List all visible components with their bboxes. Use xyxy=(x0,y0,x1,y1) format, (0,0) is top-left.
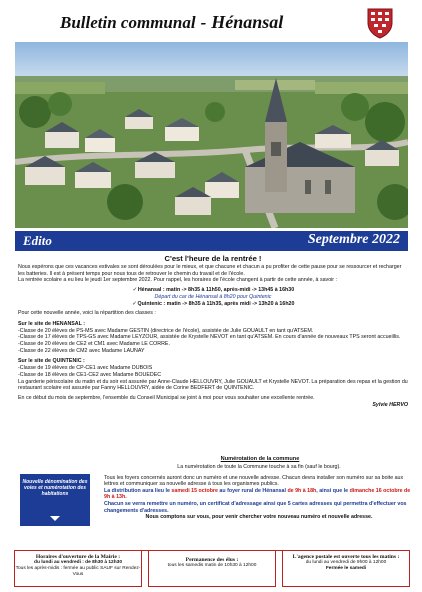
title-town: Hénansal xyxy=(211,12,284,32)
numerotation-p5: Nous comptons sur vous, pour venir chercher votre nouveau numéro et nouvelle adresse. xyxy=(145,514,373,521)
car-departure-note: Départ du car de Hénansal à 8h20 pour Quintenic xyxy=(154,293,272,300)
edito-label: Edito xyxy=(23,233,52,248)
edito-date: Septembre 2022 xyxy=(307,232,400,247)
arrow-down-icon xyxy=(50,516,60,521)
numerotation-badge xyxy=(20,474,90,526)
town-crest-icon xyxy=(365,7,395,39)
numerotation-p4: Chacun se verra remettre un numéro, un certificat d'adressage ainsi que 5 cartes adresses qui permettra d'effectuer vos changements d'adresses. xyxy=(104,500,407,514)
mayor-signature: Sylvie HERVO xyxy=(372,401,408,408)
quintenic-class-1: -Classe de 19 élèves de CP-CE1 avec Madame DUBOIS xyxy=(18,365,153,372)
mairie-hours-line1: du lundi au vendredi : de 8h30 à 12h30 xyxy=(34,560,122,565)
village-aerial-illustration xyxy=(15,42,408,228)
agence-line2: Fermée le samedi xyxy=(325,566,367,571)
article-intro: Nous espérons que ces vacances estivales se sont déroulées pour le mieux, et que chacune et chacun a pu profiter de cette pause pour se ressourcer et recharger les batteries. Il est à présent temps pour nous tous de retrouver le chemin du travail et de l'école. xyxy=(18,264,402,277)
checkmark-icon: ✓ xyxy=(132,287,138,294)
site-henansal-title: Sur le site de HENANSAL : xyxy=(18,320,86,327)
edito-banner xyxy=(15,231,408,251)
numerotation-p3: La distribution aura lieu le samedi 15 octobre au foyer rural de Hénansal de 9h à 18h, ainsi que le dimanche 16 octobre de 9h à 13h. xyxy=(104,487,411,501)
title-dash: - xyxy=(200,13,207,32)
numerotation-p2: Tous les foyers concernés auront donc un numéro et une nouvelle adresse. Chacun devra installer son numéro sur sa boite aux lettres et communiquer sa nouvelle adresse à tous les organismes publics. xyxy=(104,474,404,488)
page-footer xyxy=(14,550,410,586)
edito-article xyxy=(18,254,408,408)
checkmark-icon: ✓ xyxy=(132,300,137,307)
page-header xyxy=(0,0,422,40)
quintenic-hours: Quintenic : matin -> 8h35 à 11h35, après midi -> 13h20 à 16h20 xyxy=(137,300,295,307)
numerotation-badge-text: Nouvelle dénomination des voies et numérotation des habitations xyxy=(22,479,88,497)
mairie-hours-title: Horaires d'ouverture de la Mairie : xyxy=(35,554,121,560)
footer-permanence xyxy=(148,551,276,587)
henansal-class-3: -Classe de 20 élèves de CE2 et CM1 avec Madame LE CORRE. xyxy=(18,341,170,348)
site-quintenic-title: Sur le site de QUINTENIC : xyxy=(18,358,85,365)
permanence-title: Permanence des élus : xyxy=(185,557,239,563)
quintenic-class-2: -Classe de 18 élèves de CE1-CE2 avec Madame BOUEDEC xyxy=(18,371,162,378)
numerotation-body xyxy=(104,464,414,521)
henansal-class-2: -Classe de 17 élèves de TPS-GS avec Madame LEYZOUR, assistée de Krystelle NEVOT en tant qu'ATSEM. En cours d'année de nouveaux TPS seront accueillis. xyxy=(18,334,401,341)
repartition-intro: Pour cette nouvelle année, voici la répartition des classes : xyxy=(18,310,156,317)
garderie-text: La garderie périscolaire du matin et du soir est assurée par Anne-Claude HELLOUVRY, Julie GOUAULT et Krystelle NEVOT. La préparation des repas et la gestion du restaurant scolaire est assurée par Fanny HELLOUVRY, aidée de Corine BEDFERT de QUINTENIC. xyxy=(18,378,408,392)
village-aerial-photo xyxy=(15,42,408,228)
henansal-class-4: -Classe de 22 élèves de CM2 avec Madame LAUNAY xyxy=(18,347,145,354)
permanence-line: tous les samedis matin de 10h30 à 12h00 xyxy=(167,563,257,568)
footer-agence-postale xyxy=(282,551,410,587)
article-headline: C'est l'heure de la rentrée ! xyxy=(164,254,262,263)
conseil-wishes: En ce début du mois de septembre, l'ensemble du Conseil Municipal se joint à moi pour vous souhaiter une excellente rentrée. xyxy=(18,394,315,401)
numerotation-p1: La numérotation de toute la Commune touche à sa fin (sauf le bourg). xyxy=(177,464,341,470)
title-main: Bulletin communal xyxy=(60,13,196,32)
agence-title: L'agence postale est ouverte tous les matins : xyxy=(292,554,400,560)
numerotation-title: Numérotation de la commune xyxy=(220,456,300,462)
article-rentree: La rentrée scolaire a eu lieu le jeudi 1er septembre 2022. Pour rappel, les horaires de l'école changent à partir de cette année, à savoir : xyxy=(18,277,338,284)
mairie-hours-line2: Tous les après-midis : fermée au public SAUF sur Rendez-Vous xyxy=(15,566,141,577)
bulletin-title xyxy=(60,12,283,33)
henansal-hours: Hénansal : matin -> 8h35 à 11h50, après-midi -> 13h45 à 16h30 xyxy=(137,287,295,294)
agence-line1: du lundi au vendredi de 9h00 à 12h00 xyxy=(305,560,387,565)
footer-mairie-hours xyxy=(14,551,142,587)
henansal-class-1: -Classe de 20 élèves de PS-MS avec Madame GESTIN (directrice de l'école), assistée de Julie GOUAULT en tant qu'ATSEM. xyxy=(18,327,314,334)
